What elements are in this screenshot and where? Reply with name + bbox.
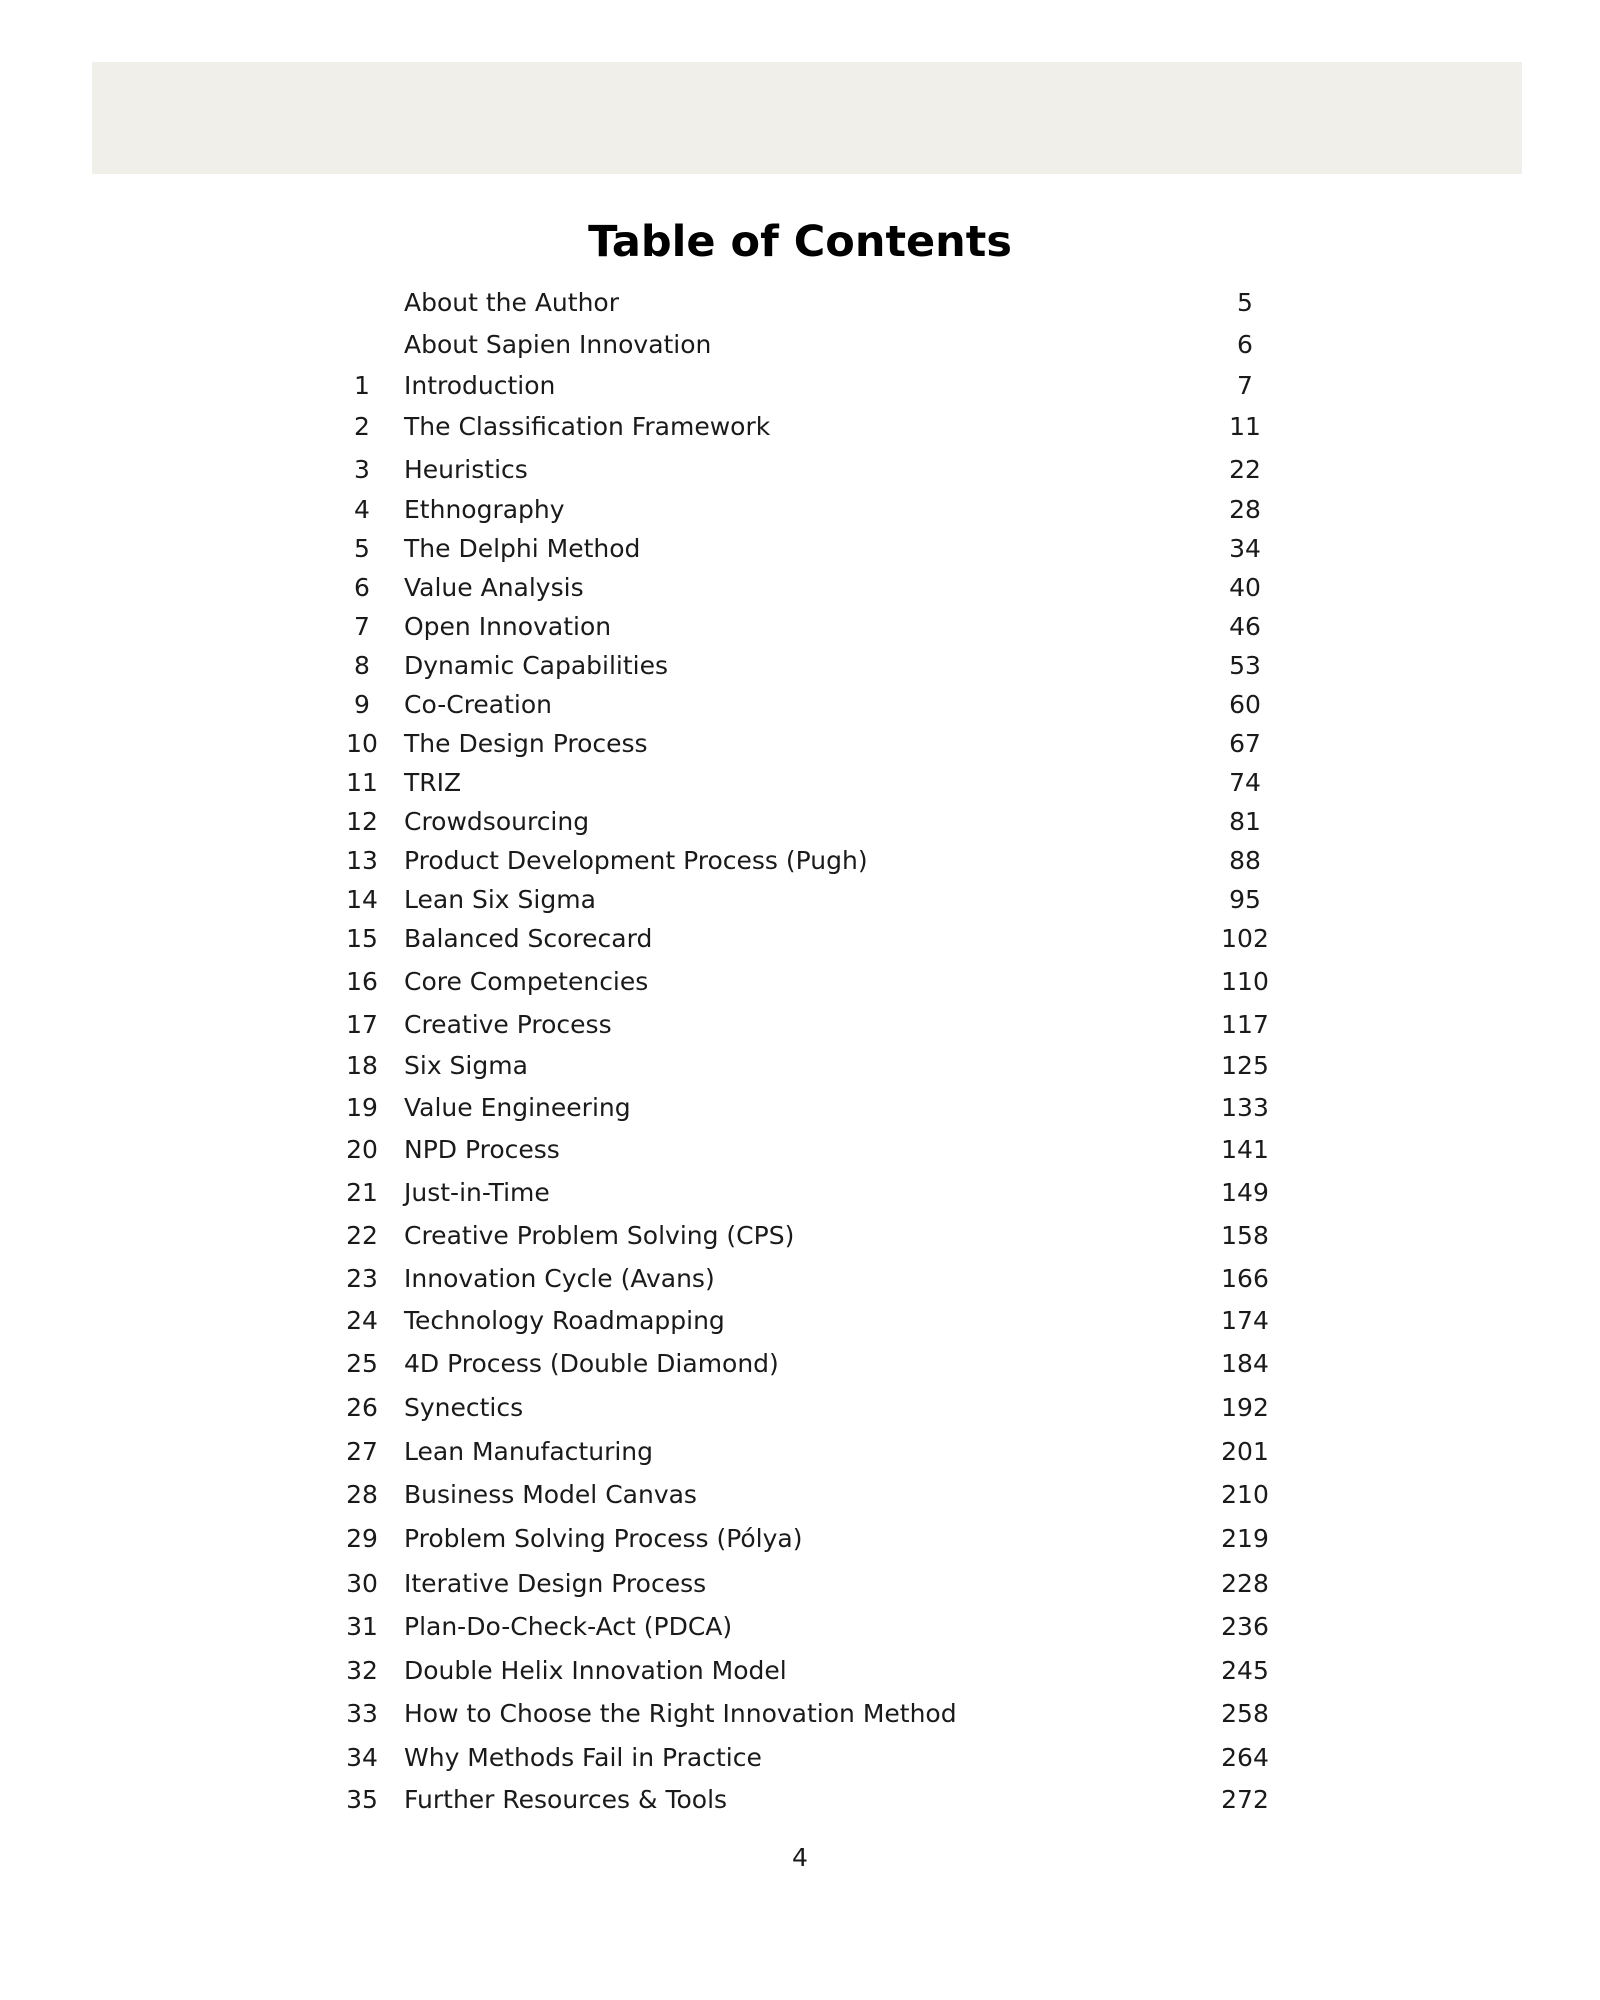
toc-entry-number: 4 [354, 495, 370, 524]
toc-entry-label: The Design Process [404, 729, 648, 758]
toc-entry-page: 88 [1229, 846, 1261, 875]
toc-entry [0, 325, 1600, 365]
toc-entry-page: 60 [1229, 690, 1261, 719]
toc-entry-label: Lean Six Sigma [404, 885, 596, 914]
toc-entry-number: 8 [354, 651, 370, 680]
toc-entry [0, 646, 1600, 686]
toc-entry-page: 228 [1221, 1569, 1269, 1598]
toc-entry [0, 607, 1600, 647]
toc-entry-page: 74 [1229, 768, 1261, 797]
toc-entry-label: 4D Process (Double Diamond) [404, 1349, 779, 1378]
toc-entry-number: 10 [346, 729, 378, 758]
toc-entry-number: 1 [354, 371, 370, 400]
toc-entry-number: 12 [346, 807, 378, 836]
toc-entry [0, 283, 1600, 323]
toc-entry-label: NPD Process [404, 1135, 560, 1164]
toc-entry-page: 166 [1221, 1264, 1269, 1293]
toc-entry-label: Value Engineering [404, 1093, 631, 1122]
toc-entry-label: Technology Roadmapping [404, 1306, 725, 1335]
toc-entry-page: 158 [1221, 1221, 1269, 1250]
toc-entry-label: Product Development Process (Pugh) [404, 846, 868, 875]
toc-entry-label: TRIZ [404, 768, 462, 797]
toc-entry [0, 1259, 1600, 1299]
page-number: 4 [792, 1843, 808, 1872]
toc-entry-label: Value Analysis [404, 573, 584, 602]
toc-entry-number: 15 [346, 924, 378, 953]
toc-entry [0, 1607, 1600, 1647]
toc-entry-page: 110 [1221, 967, 1269, 996]
toc-entry-page: 5 [1237, 288, 1253, 317]
toc-entry-number: 20 [346, 1135, 378, 1164]
toc-entry-page: 46 [1229, 612, 1261, 641]
toc-entry-number: 24 [346, 1306, 378, 1335]
toc-entry-label: Core Competencies [404, 967, 649, 996]
toc-entry [0, 1046, 1600, 1086]
toc-entry-label: About Sapien Innovation [404, 330, 712, 359]
toc-entry-number: 28 [346, 1480, 378, 1509]
toc-entry-label: Problem Solving Process (Pólya) [404, 1524, 803, 1553]
toc-entry [0, 1088, 1600, 1128]
toc-entry-number: 29 [346, 1524, 378, 1553]
toc-entry [0, 529, 1600, 569]
toc-entry-page: 81 [1229, 807, 1261, 836]
toc-entry-number: 22 [346, 1221, 378, 1250]
toc-entry-number: 14 [346, 885, 378, 914]
toc-entry-label: The Delphi Method [404, 534, 641, 563]
toc-entry-page: 6 [1237, 330, 1253, 359]
toc-entry [0, 919, 1600, 959]
toc-entry-label: How to Choose the Right Innovation Method [404, 1699, 957, 1728]
toc-entry-number: 23 [346, 1264, 378, 1293]
toc-entry [0, 1780, 1600, 1820]
toc-entry [0, 724, 1600, 764]
toc-entry-page: 149 [1221, 1178, 1269, 1207]
toc-entry [0, 407, 1600, 447]
toc-entry-label: Dynamic Capabilities [404, 651, 669, 680]
toc-entry-number: 6 [354, 573, 370, 602]
toc-entry-number: 13 [346, 846, 378, 875]
toc-entry-label: Creative Process [404, 1010, 612, 1039]
toc-entry-page: 95 [1229, 885, 1261, 914]
toc-entry [0, 1301, 1600, 1341]
toc-entry-page: 192 [1221, 1393, 1269, 1422]
toc-entry [0, 1519, 1600, 1559]
toc-entry [0, 1005, 1600, 1045]
toc-entry-label: Open Innovation [404, 612, 612, 641]
toc-entry [0, 962, 1600, 1002]
toc-entry-label: Just-in-Time [404, 1178, 550, 1207]
toc-entry-number: 18 [346, 1051, 378, 1080]
toc-entry-page: 236 [1221, 1612, 1269, 1641]
toc-entry-page: 141 [1221, 1135, 1269, 1164]
toc-entry-label: Introduction [404, 371, 556, 400]
toc-entry-label: Six Sigma [404, 1051, 528, 1080]
toc-entry-label: Ethnography [404, 495, 565, 524]
toc-entry-label: Synectics [404, 1393, 524, 1422]
toc-entry [0, 685, 1600, 725]
toc-entry-label: Business Model Canvas [404, 1480, 697, 1509]
toc-entry-page: 210 [1221, 1480, 1269, 1509]
toc-entry-label: Plan-Do-Check-Act (PDCA) [404, 1612, 733, 1641]
toc-entry [0, 880, 1600, 920]
toc-entry-label: Iterative Design Process [404, 1569, 707, 1598]
page-title: Table of Contents [588, 217, 1012, 267]
toc-entry-label: Why Methods Fail in Practice [404, 1743, 762, 1772]
toc-entry [0, 1432, 1600, 1472]
toc-entry-number: 2 [354, 412, 370, 441]
toc-entry-page: 264 [1221, 1743, 1269, 1772]
toc-entry-page: 174 [1221, 1306, 1269, 1335]
toc-entry-page: 28 [1229, 495, 1261, 524]
toc-entry [0, 1344, 1600, 1384]
toc-entry-page: 125 [1221, 1051, 1269, 1080]
toc-entry-label: Lean Manufacturing [404, 1437, 654, 1466]
toc-entry-number: 17 [346, 1010, 378, 1039]
toc-entry-page: 272 [1221, 1785, 1269, 1814]
toc-entry [0, 1388, 1600, 1428]
toc-entry-number: 35 [346, 1785, 378, 1814]
toc-entry-page: 40 [1229, 573, 1261, 602]
toc-entry [0, 802, 1600, 842]
toc-entry-page: 7 [1237, 371, 1253, 400]
toc-entry-page: 102 [1221, 924, 1269, 953]
toc-entry [0, 366, 1600, 406]
toc-entry-number: 19 [346, 1093, 378, 1122]
toc-entry-number: 34 [346, 1743, 378, 1772]
toc-entry [0, 1564, 1600, 1604]
toc-entry-number: 31 [346, 1612, 378, 1641]
toc-entry-number: 7 [354, 612, 370, 641]
toc-entry-page: 11 [1229, 412, 1261, 441]
toc-entry-page: 34 [1229, 534, 1261, 563]
toc-entry-number: 25 [346, 1349, 378, 1378]
toc-entry-number: 32 [346, 1656, 378, 1685]
toc-entry-label: Creative Problem Solving (CPS) [404, 1221, 795, 1250]
toc-entry-page: 133 [1221, 1093, 1269, 1122]
header-band [92, 62, 1522, 174]
toc-entry [0, 1651, 1600, 1691]
toc-entry [0, 450, 1600, 490]
toc-entry-page: 53 [1229, 651, 1261, 680]
toc-entry-label: Heuristics [404, 455, 528, 484]
toc-entry-page: 22 [1229, 455, 1261, 484]
toc-entry-page: 245 [1221, 1656, 1269, 1685]
toc-entry-page: 67 [1229, 729, 1261, 758]
toc-entry [0, 1216, 1600, 1256]
toc-entry [0, 1738, 1600, 1778]
toc-entry-page: 184 [1221, 1349, 1269, 1378]
toc-entry-page: 201 [1221, 1437, 1269, 1466]
toc-entry [0, 1694, 1600, 1734]
toc-entry [0, 763, 1600, 803]
toc-entry-label: Balanced Scorecard [404, 924, 653, 953]
toc-entry [0, 490, 1600, 530]
toc-entry-number: 9 [354, 690, 370, 719]
toc-entry-number: 3 [354, 455, 370, 484]
toc-entry [0, 1173, 1600, 1213]
toc-entry [0, 841, 1600, 881]
toc-entry-number: 5 [354, 534, 370, 563]
toc-entry-page: 117 [1221, 1010, 1269, 1039]
toc-entry-label: Co-Creation [404, 690, 553, 719]
toc-entry [0, 1475, 1600, 1515]
toc-list [0, 283, 1600, 1823]
toc-entry-page: 219 [1221, 1524, 1269, 1553]
toc-entry-label: Innovation Cycle (Avans) [404, 1264, 715, 1293]
toc-entry-number: 11 [346, 768, 378, 797]
toc-entry-number: 27 [346, 1437, 378, 1466]
toc-entry-number: 33 [346, 1699, 378, 1728]
toc-entry-label: Crowdsourcing [404, 807, 590, 836]
toc-entry-label: The Classification Framework [404, 412, 771, 441]
toc-entry-page: 258 [1221, 1699, 1269, 1728]
toc-entry [0, 568, 1600, 608]
toc-entry [0, 1130, 1600, 1170]
toc-entry-number: 30 [346, 1569, 378, 1598]
toc-entry-label: Double Helix Innovation Model [404, 1656, 787, 1685]
toc-entry-number: 21 [346, 1178, 378, 1207]
toc-entry-label: Further Resources & Tools [404, 1785, 728, 1814]
toc-entry-number: 16 [346, 967, 378, 996]
toc-entry-label: About the Author [404, 288, 620, 317]
toc-entry-number: 26 [346, 1393, 378, 1422]
